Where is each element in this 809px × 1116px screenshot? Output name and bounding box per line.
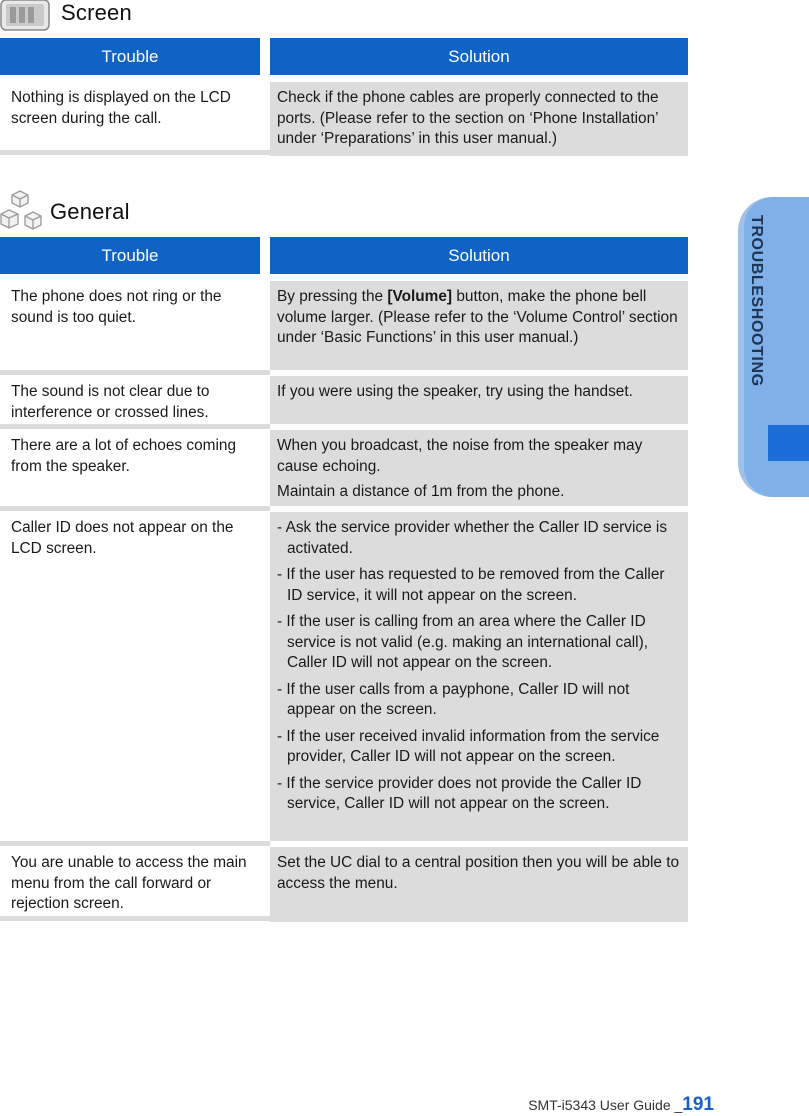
screen-header-trouble: Trouble [0,38,260,75]
general-row-4-solution [270,512,688,841]
cubes-icon [0,188,44,232]
solution-list-item: - If the user is calling from an area where the Caller ID service is not valid (e.g. making an international call), Caller ID will not appear on the screen. [277,612,680,674]
troubleshooting-side-tab[interactable] [738,197,809,497]
general-row-1-trouble: The phone does not ring or the sound is too quiet. [0,281,270,370]
solution-text: button, make the phone bell volume larger. (Please refer to the ‘Volume Control’ section under ‘Basic Functions’ in this user manual.) [277,288,678,346]
row-divider [0,370,270,375]
screen-icon [0,0,50,31]
solution-list-item: - If the service provider does not provide the Caller ID service, Caller ID will not appear on the screen. [277,774,680,815]
general-row-3-trouble: There are a lot of echoes coming from the speaker. [0,430,270,506]
screen-section-title: Screen [61,0,132,25]
general-row-2-solution: If you were using the speaker, try using the handset. [270,376,688,424]
solution-list-item: - If the user received invalid information from the service provider, Caller ID will not appear on the screen. [277,727,680,768]
page-footer [528,1094,714,1116]
row-divider [0,506,270,511]
general-row-4-trouble: Caller ID does not appear on the LCD screen. [0,512,270,841]
general-row-1-solution [270,281,688,370]
general-row-5-trouble: You are unable to access the main menu from the call forward or rejection screen. [0,847,270,916]
general-row-5-solution: Set the UC dial to a central position then you will be able to access the menu. [270,847,688,922]
solution-paragraph: Maintain a distance of 1m from the phone. [277,483,565,500]
general-section-icon [0,188,44,232]
row-divider [0,916,270,921]
footer-guide-title: SMT-i5343 User Guide _ [528,1097,683,1113]
general-header-solution: Solution [270,237,688,274]
general-row-3-solution [270,430,688,506]
screen-row-1-trouble: Nothing is displayed on the LCD screen during the call. [0,82,270,150]
solution-text: By pressing the [277,288,388,305]
screen-row-1-solution: Check if the phone cables are properly connected to the ports. (Please refer to the section on ‘Phone Installation’ under ‘Preparations’ in this user manual.) [270,82,688,156]
screen-header-solution: Solution [270,38,688,75]
solution-list-item: - If the user calls from a payphone, Caller ID will not appear on the screen. [277,680,680,721]
side-tab-marker [768,425,809,461]
row-divider [0,424,270,429]
screen-section-icon [0,0,50,31]
general-section-title: General [50,199,130,224]
general-header-trouble: Trouble [0,237,260,274]
solution-paragraph: When you broadcast, the noise from the speaker may cause echoing. [277,437,643,475]
general-row-2-trouble: The sound is not clear due to interference or crossed lines. [0,376,270,424]
solution-list-item: - Ask the service provider whether the Caller ID service is activated. [277,518,680,559]
row-divider [0,150,270,155]
page-number: 191 [682,1094,714,1115]
volume-button-label: [Volume] [387,288,453,305]
side-tab-label: TROUBLESHOOTING [748,215,765,387]
row-divider [0,841,270,846]
solution-list-item: - If the user has requested to be removed from the Caller ID service, it will not appear on the screen. [277,565,680,606]
